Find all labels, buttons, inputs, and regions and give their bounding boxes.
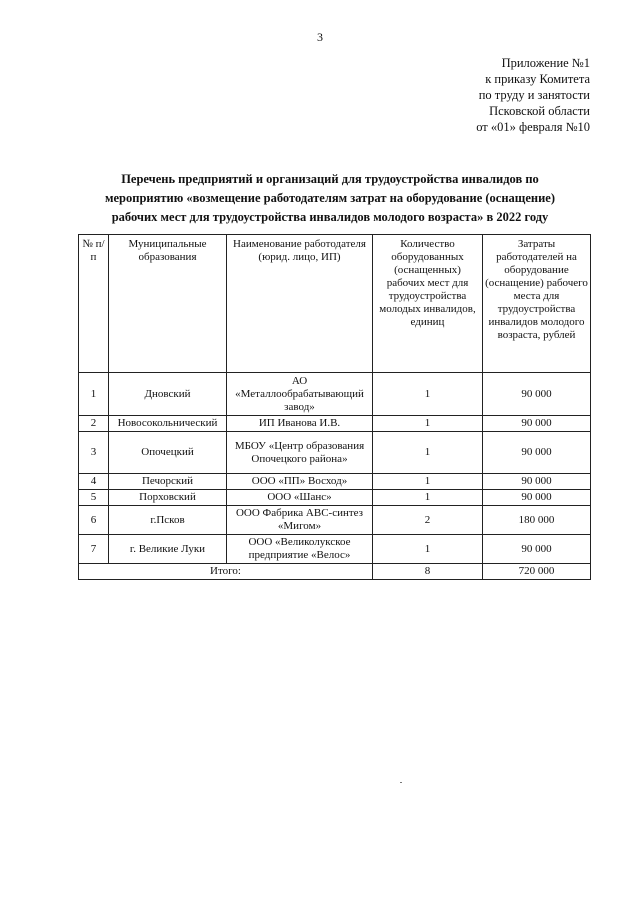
cell-num: 7 [79, 535, 109, 564]
table-row [79, 474, 591, 490]
cell-count: 2 [373, 506, 483, 535]
header-count: Количество оборудованных (оснащенных) рабочих мест для трудоустройства молодых инвалидов, единиц [373, 235, 483, 373]
cell-num: 1 [79, 373, 109, 416]
header-cost: Затраты работодателей на оборудование (оснащение) рабочего места для трудоустройства инвалидов молодого возраста, рублей [483, 235, 591, 373]
appendix-line: по труду и занятости [478, 88, 590, 102]
cell-employer: ООО «Великолукское предприятие «Велос» [227, 535, 373, 564]
cell-count: 1 [373, 535, 483, 564]
cell-cost: 90 000 [483, 535, 591, 564]
appendix-line: Приложение №1 [501, 56, 590, 70]
total-row [79, 564, 591, 580]
table-row [79, 416, 591, 432]
cell-num: 2 [79, 416, 109, 432]
header-municipality: Муниципальные образования [109, 235, 227, 373]
cell-count: 1 [373, 432, 483, 474]
cell-municipality: Печорский [109, 474, 227, 490]
cell-municipality: Опочецкий [109, 432, 227, 474]
appendix-line: Псковской области [489, 104, 590, 118]
table-row [79, 506, 591, 535]
cell-count: 1 [373, 373, 483, 416]
cell-municipality: г.Псков [109, 506, 227, 535]
cell-employer: ИП Иванова И.В. [227, 416, 373, 432]
enterprises-table [78, 234, 591, 580]
cell-municipality: Порховский [109, 490, 227, 506]
cell-employer: АО «Металлообрабатывающий завод» [227, 373, 373, 416]
document-title [70, 170, 590, 227]
cell-cost: 180 000 [483, 506, 591, 535]
scan-speck [400, 782, 402, 783]
cell-municipality: Дновский [109, 373, 227, 416]
cell-count: 1 [373, 416, 483, 432]
table-header-row [79, 235, 591, 373]
cell-municipality: Новосокольнический [109, 416, 227, 432]
header-num: № п/п [79, 235, 109, 373]
total-count: 8 [373, 564, 483, 580]
cell-cost: 90 000 [483, 373, 591, 416]
cell-cost: 90 000 [483, 416, 591, 432]
title-line: мероприятию «возмещение работодателям затрат на оборудование (оснащение) [104, 191, 555, 205]
cell-count: 1 [373, 474, 483, 490]
cell-cost: 90 000 [483, 432, 591, 474]
title-line: рабочих мест для трудоустройства инвалидов молодого возраста» в 2022 году [111, 210, 549, 224]
title-line: Перечень предприятий и организаций для трудоустройства инвалидов по [121, 172, 539, 186]
appendix-block [476, 55, 590, 135]
cell-cost: 90 000 [483, 474, 591, 490]
cell-cost: 90 000 [483, 490, 591, 506]
total-label: Итого: [79, 564, 373, 580]
cell-municipality: г. Великие Луки [109, 535, 227, 564]
table-row [79, 432, 591, 474]
cell-employer: ООО «ПП» Восход» [227, 474, 373, 490]
cell-num: 3 [79, 432, 109, 474]
table-row [79, 535, 591, 564]
cell-count: 1 [373, 490, 483, 506]
table-row [79, 373, 591, 416]
cell-employer: ООО Фабрика АВС-синтез «Мигом» [227, 506, 373, 535]
header-employer: Наименование работодателя (юрид. лицо, ИП) [227, 235, 373, 373]
table-row [79, 490, 591, 506]
cell-num: 5 [79, 490, 109, 506]
cell-num: 6 [79, 506, 109, 535]
cell-employer: МБОУ «Центр образования Опочецкого района» [227, 432, 373, 474]
cell-employer: ООО «Шанс» [227, 490, 373, 506]
appendix-line: от «01» февраля №10 [476, 120, 590, 134]
page-number: 3 [317, 30, 323, 44]
appendix-line: к приказу Комитета [485, 72, 590, 86]
total-cost: 720 000 [483, 564, 591, 580]
cell-num: 4 [79, 474, 109, 490]
